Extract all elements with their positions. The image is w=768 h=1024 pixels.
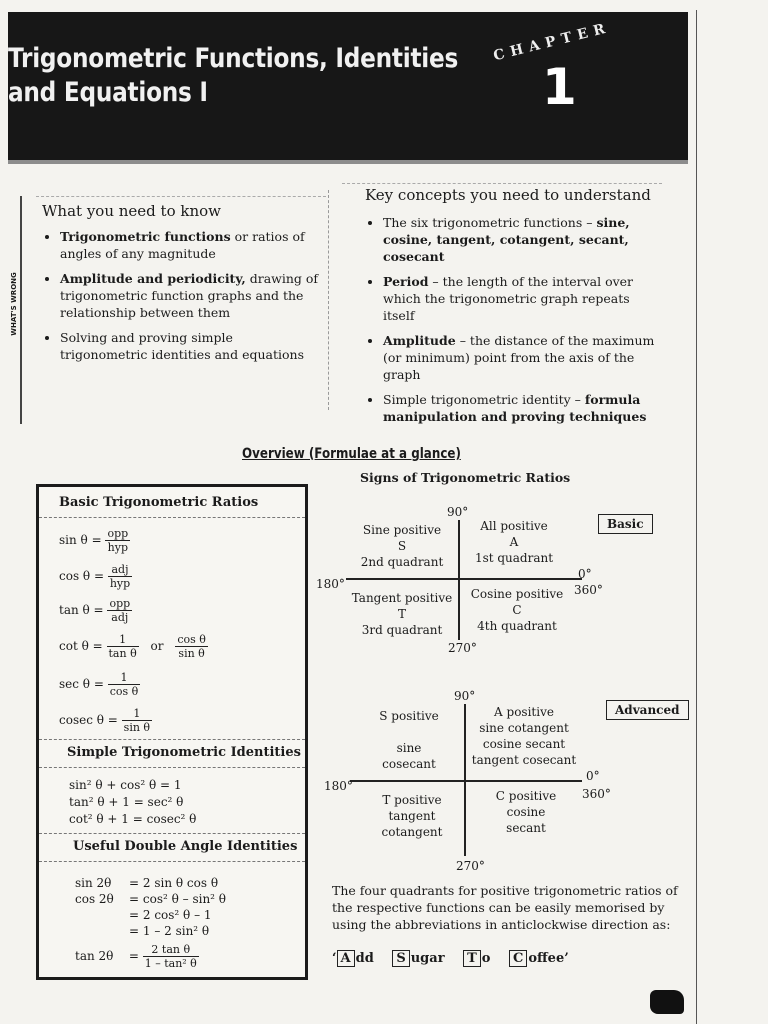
basic-x-axis	[346, 578, 582, 580]
cot-formula: cot θ = $\frac{1}{\text{tan θ}}$ or $\frac{\text{cos θ}}{\text{sin θ}}$	[59, 633, 206, 660]
basic-quadrant-1: All positive A 1st quadrant	[474, 519, 554, 565]
list-item: • Amplitude – the distance of the maximum (or minimum) point from the axis of the graph	[383, 332, 665, 383]
list-item: • Trigonometric functions or ratios of angles of any magnitude	[60, 228, 322, 262]
simple-identities	[69, 777, 196, 828]
sin-formula: sin θ = $\frac{\text{opp}}{\text{hyp}}$	[59, 527, 129, 554]
basic-quadrant-2: Sine positive S 2nd quadrant	[360, 523, 444, 569]
chapter-number: 1	[542, 58, 577, 116]
list-item: • Period – the length of the interval over which the trigonometric graph repeats itself	[383, 273, 665, 324]
simple-identities-title: Simple Trigonometric Identities	[67, 745, 301, 760]
sec-formula: sec θ = $\frac{1}{\text{cos θ}}$	[59, 671, 139, 698]
basic-label-270: 270°	[448, 641, 477, 655]
cosec-formula: cosec θ = $\frac{1}{\text{sin θ}}$	[59, 707, 151, 734]
identity-3: cot² θ + 1 = cosec² θ	[69, 812, 197, 826]
basic-label-360: 360°	[574, 583, 603, 597]
advanced-quadrant-4: C positive cosine secant	[495, 789, 557, 835]
basic-y-axis	[458, 520, 460, 640]
basic-label-180: 180°	[316, 577, 345, 591]
advanced-label-0: 0°	[586, 769, 600, 783]
identity-2: tan² θ + 1 = sec² θ	[69, 795, 184, 809]
overview-title: Overview (Formulae at a glance)	[242, 446, 461, 462]
divider	[39, 517, 305, 519]
divider	[39, 861, 305, 863]
advanced-quadrant-3: T positive tangent cotangent	[381, 793, 443, 839]
letter-s: S	[392, 950, 409, 967]
key-title: Key concepts you need to understand	[365, 186, 651, 204]
advanced-label-360: 360°	[582, 787, 611, 801]
basic-quadrant-3: Tangent positive T 3rd quadrant	[351, 591, 453, 637]
letter-c: C	[509, 950, 527, 967]
divider	[39, 833, 305, 835]
advanced-label-270: 270°	[456, 859, 485, 873]
list-item: • The six trigonometric functions – sine, cosine, tangent, cotangent, secant, cosecant	[383, 214, 665, 265]
divider	[39, 739, 305, 741]
formula-box	[36, 484, 308, 980]
basic-label-0: 0°	[578, 567, 592, 581]
tan-double-angle: tan 2θ = $\frac{\text{2 tan θ}}{\text{1 – tan² θ}}$	[75, 943, 197, 970]
letter-a: A	[337, 950, 355, 967]
key-concepts	[365, 186, 665, 433]
chapter-label: CHAPTER	[491, 19, 613, 65]
advanced-quadrant-2: S positive sine cosecant	[379, 709, 439, 771]
signs-title: Signs of Trigonometric Ratios	[360, 470, 571, 485]
cos-formula: cos θ = $\frac{\text{adj}}{\text{hyp}}$	[59, 563, 131, 590]
page-number-mark	[650, 990, 684, 1014]
advanced-tag: Advanced	[606, 700, 689, 720]
advanced-label-90: 90°	[454, 689, 476, 703]
basic-label-90: 90°	[447, 505, 469, 519]
mnemonic: ‘ A dd S ugar T o C offee’	[332, 951, 569, 966]
margin-tab-label: WHAT'S WRONG	[10, 272, 18, 336]
know-title: What you need to know	[42, 202, 221, 220]
key-box-border	[342, 183, 662, 185]
basic-quadrant-4: Cosine positive C 4th quadrant	[470, 587, 564, 633]
tan-formula: tan θ = $\frac{\text{opp}}{\text{adj}}$	[59, 597, 131, 624]
list-item: • Solving and proving simple trigonometric identities and equations	[60, 329, 322, 363]
double-angle-identities: sin 2θ = 2 sin θ cos θ cos 2θ = cos² θ – sin² θ = 2 cos² θ – 1 = 1 – 2 sin² θ	[75, 876, 227, 938]
know-list	[42, 228, 322, 363]
chapter-title: Trigonometric Functions, Identities and Equations I	[8, 43, 459, 108]
basic-ratios-title: Basic Trigonometric Ratios	[59, 495, 259, 510]
advanced-x-axis	[350, 780, 582, 782]
key-list	[365, 214, 665, 425]
basic-tag: Basic	[598, 514, 653, 534]
advanced-quadrant-1: A positive sine cotangent cosine secant tangent cosecant	[471, 705, 577, 767]
letter-t: T	[463, 950, 481, 967]
divider	[39, 767, 305, 769]
advanced-y-axis	[464, 704, 466, 856]
know-box-border	[36, 196, 326, 198]
list-item: • Simple trigonometric identity – formula manipulation and proving techniques	[383, 391, 665, 425]
what-you-need-to-know	[42, 202, 322, 371]
mnemonic-description: The four quadrants for positive trigonometric ratios of the respective functions can be easily memorised by using the abbreviations in anticlockwise direction as:	[332, 883, 678, 932]
identity-1: sin² θ + cos² θ = 1	[69, 778, 182, 792]
list-item: • Amplitude and periodicity, drawing of trigonometric function graphs and the relationship between them	[60, 270, 322, 321]
double-angle-title: Useful Double Angle Identities	[73, 839, 298, 854]
advanced-label-180: 180°	[324, 779, 353, 793]
column-divider	[328, 190, 330, 410]
page-edge	[696, 10, 697, 1024]
